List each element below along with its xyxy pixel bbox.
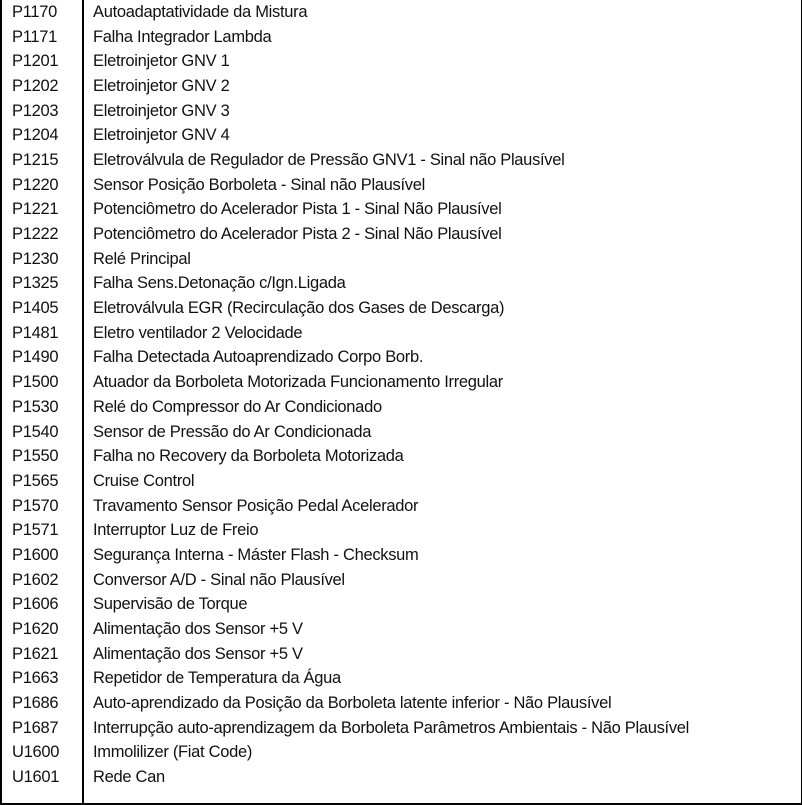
fault-code: P1405 (12, 299, 59, 318)
fault-code: P1325 (12, 274, 59, 293)
fault-code: P1202 (12, 76, 59, 95)
fault-description: Eletroválvula EGR (Recirculação dos Gases de Descarga) (93, 299, 505, 318)
fault-description: Segurança Interna - Máster Flash - Checksum (93, 545, 419, 564)
table-row (2, 420, 802, 445)
fault-description: Sensor Posição Borboleta - Sinal não Plausível (93, 175, 425, 194)
fault-code: P1620 (12, 620, 59, 639)
table-row (2, 74, 802, 99)
fault-code: P1203 (12, 101, 59, 120)
fault-description: Supervisão de Torque (93, 595, 248, 614)
table-row (2, 272, 802, 297)
table-row (2, 148, 802, 173)
fault-description: Alimentação dos Sensor +5 V (93, 620, 303, 639)
fault-code: P1171 (12, 27, 57, 46)
fault-description: Eletroinjetor GNV 1 (93, 52, 230, 71)
fault-code: U1600 (12, 743, 60, 762)
fault-description: Falha Detectada Autoaprendizado Corpo Borb. (93, 348, 424, 367)
fault-code: P1220 (12, 175, 59, 194)
fault-code: P1540 (12, 422, 59, 441)
table-row (2, 346, 802, 371)
table-row (2, 765, 802, 790)
table-row (2, 0, 802, 25)
fault-description: Relé Principal (93, 249, 191, 268)
fault-code: P1602 (12, 570, 59, 589)
fault-description: Conversor A/D - Sinal não Plausível (93, 570, 345, 589)
fault-code: P1170 (12, 2, 57, 21)
fault-description: Autoadaptatividade da Mistura (93, 2, 308, 21)
fault-code: P1230 (12, 249, 59, 268)
table-row (2, 518, 802, 543)
fault-description: Sensor de Pressão do Ar Condicionada (93, 422, 372, 441)
fault-code: P1663 (12, 669, 59, 688)
fault-description: Eletroinjetor GNV 4 (93, 126, 230, 145)
table-row (2, 494, 802, 519)
fault-code: P1571 (12, 521, 59, 540)
table-row (2, 469, 802, 494)
table-row (2, 321, 802, 346)
fault-description: Cruise Control (93, 471, 195, 490)
fault-description: Interrupção auto-aprendizagem da Borboleta Parâmetros Ambientais - Não Plausível (93, 718, 690, 737)
fault-code: P1686 (12, 694, 59, 713)
fault-code: P1565 (12, 471, 59, 490)
fault-code: P1201 (12, 52, 59, 71)
fault-code: U1601 (12, 768, 60, 787)
table-row (2, 25, 802, 50)
fault-code: P1500 (12, 373, 59, 392)
fault-description: Eletroválvula de Regulador de Pressão GNV1 - Sinal não Plausível (93, 150, 565, 169)
fault-description: Potenciômetro do Acelerador Pista 2 - Sinal Não Plausível (93, 225, 502, 244)
table-row (2, 296, 802, 321)
fault-description: Auto-aprendizado da Posição da Borboleta latente inferior - Não Plausível (93, 694, 612, 713)
fault-description: Interruptor Luz de Freio (93, 521, 259, 540)
fault-description: Repetidor de Temperatura da Água (93, 669, 341, 688)
fault-code: P1481 (12, 323, 59, 342)
fault-code: P1621 (12, 644, 59, 663)
table-row (2, 568, 802, 593)
table-row (2, 395, 802, 420)
fault-description: Immolilizer (Fiat Code) (93, 743, 253, 762)
table-row (2, 667, 802, 692)
table-row (2, 617, 802, 642)
fault-code: P1204 (12, 126, 59, 145)
table-row (2, 716, 802, 741)
table-row (2, 543, 802, 568)
fault-code: P1606 (12, 595, 59, 614)
fault-code: P1570 (12, 496, 59, 515)
fault-code: P1222 (12, 225, 59, 244)
fault-description: Falha Sens.Detonação c/Ign.Ligada (93, 274, 346, 293)
fault-description: Eletroinjetor GNV 3 (93, 101, 230, 120)
fault-description: Rede Can (93, 768, 165, 787)
table-row (2, 444, 802, 469)
fault-code: P1530 (12, 397, 59, 416)
table-row (2, 642, 802, 667)
fault-description: Eletro ventilador 2 Velocidade (93, 323, 303, 342)
fault-code: P1600 (12, 545, 59, 564)
fault-description: Falha no Recovery da Borboleta Motorizada (93, 447, 404, 466)
table-row (2, 741, 802, 766)
fault-code: P1215 (12, 150, 59, 169)
table-row (2, 691, 802, 716)
table-row (2, 593, 802, 618)
table-body (2, 0, 802, 790)
fault-description: Eletroinjetor GNV 2 (93, 76, 230, 95)
fault-description: Falha Integrador Lambda (93, 27, 272, 46)
fault-description: Relé do Compressor do Ar Condicionado (93, 397, 382, 416)
fault-code: P1490 (12, 348, 59, 367)
table-row (2, 49, 802, 74)
table-row (2, 222, 802, 247)
fault-description: Atuador da Borboleta Motorizada Funcionamento Irregular (93, 373, 503, 392)
table-row (2, 173, 802, 198)
table-row (2, 99, 802, 124)
fault-code: P1687 (12, 718, 59, 737)
table-row (2, 247, 802, 272)
fault-code: P1221 (12, 200, 59, 219)
table-row (2, 198, 802, 223)
fault-description: Potenciômetro do Acelerador Pista 1 - Sinal Não Plausível (93, 200, 502, 219)
table-row (2, 123, 802, 148)
table-row (2, 370, 802, 395)
fault-description: Travamento Sensor Posição Pedal Acelerador (93, 496, 419, 515)
fault-code: P1550 (12, 447, 59, 466)
fault-description: Alimentação dos Sensor +5 V (93, 644, 303, 663)
